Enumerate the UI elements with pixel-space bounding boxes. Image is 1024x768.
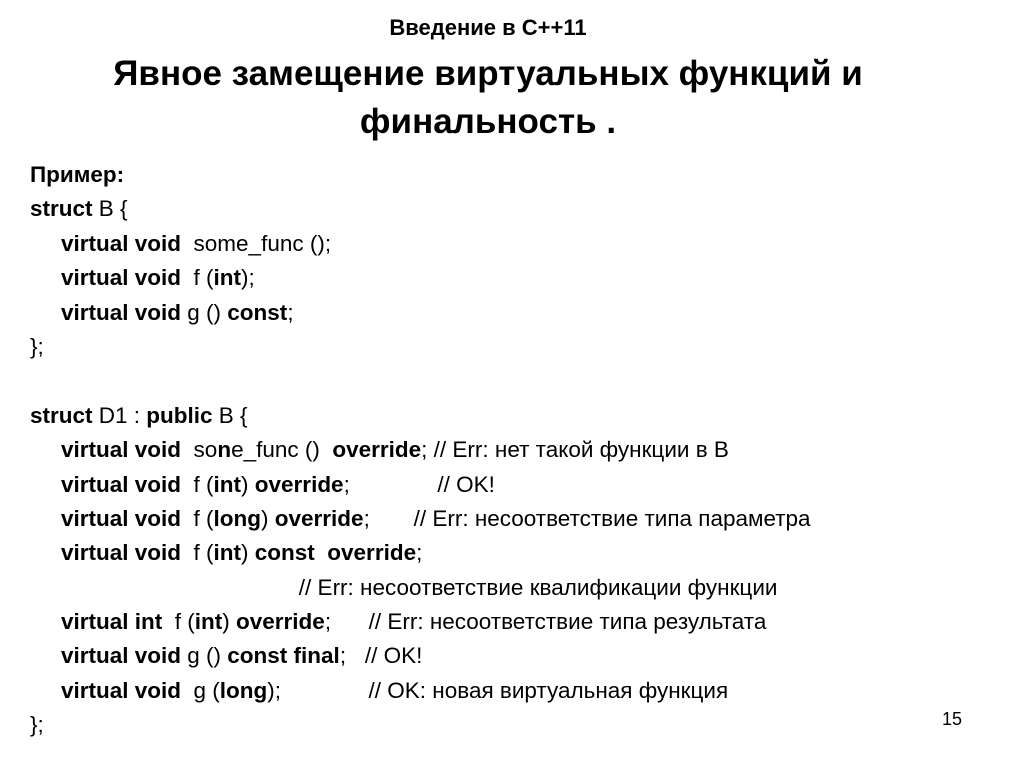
code-line bbox=[30, 158, 1020, 192]
code-text: ; // OK! bbox=[339, 643, 423, 669]
code-keyword: Пример: bbox=[30, 162, 125, 187]
code-keyword: virtual void bbox=[61, 299, 182, 325]
code-line bbox=[30, 433, 1020, 467]
code-line bbox=[30, 468, 1020, 502]
code-keyword: virtual int bbox=[61, 609, 163, 635]
code-keyword: n bbox=[217, 437, 232, 463]
code-line bbox=[30, 708, 1020, 742]
code-line bbox=[30, 192, 1020, 226]
code-text: B { bbox=[92, 196, 128, 222]
code-line bbox=[30, 330, 1020, 364]
code-text: ; bbox=[416, 540, 423, 566]
code-keyword: struct bbox=[30, 402, 93, 428]
code-keyword: int bbox=[213, 265, 242, 291]
code-text: g ( bbox=[181, 677, 220, 703]
code-keyword: virtual void bbox=[61, 540, 182, 566]
code-line bbox=[30, 674, 1020, 708]
code-keyword: struct bbox=[30, 196, 93, 222]
code-text: so bbox=[181, 437, 218, 463]
code-keyword: virtual void bbox=[61, 643, 182, 669]
code-keyword: virtual void bbox=[61, 505, 182, 531]
code-text: // Err: несоответствие квалификации функции bbox=[30, 574, 778, 600]
code-text: ) bbox=[241, 471, 255, 497]
page-number: 15 bbox=[941, 709, 962, 729]
code-text: ; // OK! bbox=[343, 471, 495, 497]
code-keyword: virtual void bbox=[61, 230, 182, 256]
code-keyword: const override bbox=[254, 540, 417, 566]
code-text: g () bbox=[181, 299, 228, 325]
code-keyword: virtual void bbox=[61, 471, 182, 497]
code-text: ) bbox=[222, 609, 237, 635]
code-keyword: override bbox=[332, 437, 422, 463]
code-text: ; bbox=[287, 299, 294, 325]
code-line bbox=[30, 227, 1020, 261]
code-text: ) bbox=[261, 505, 275, 531]
code-line bbox=[30, 502, 1020, 536]
code-line bbox=[30, 261, 1020, 295]
code-text: f ( bbox=[181, 505, 214, 531]
code-text: B { bbox=[212, 402, 248, 428]
code-text: ) bbox=[241, 540, 255, 566]
code-line bbox=[30, 571, 1020, 605]
code-line bbox=[30, 296, 1020, 330]
code-keyword: override bbox=[274, 505, 364, 531]
slide-subtitle: Введение в C++11 bbox=[389, 15, 587, 40]
code-text: g () bbox=[181, 643, 228, 669]
code-keyword: override bbox=[236, 609, 325, 635]
code-keyword: virtual void bbox=[61, 677, 182, 703]
code-keyword: long bbox=[213, 505, 262, 531]
code-keyword: long bbox=[219, 677, 268, 703]
code-keyword: public bbox=[146, 402, 213, 428]
code-text: f ( bbox=[181, 265, 214, 291]
code-text: ; // Err: несоответствие типа параметра bbox=[363, 505, 811, 531]
code-text: f ( bbox=[162, 609, 195, 635]
code-keyword: virtual void bbox=[61, 437, 182, 463]
slide-title-line-1: Явное замещение виртуальных функций и bbox=[113, 54, 863, 93]
code-line bbox=[30, 364, 1020, 398]
code-keyword: override bbox=[254, 471, 344, 497]
code-line bbox=[30, 605, 1020, 639]
code-text: f ( bbox=[181, 471, 214, 497]
code-text: }; bbox=[30, 712, 44, 738]
code-keyword: const bbox=[227, 299, 288, 325]
code-line bbox=[30, 536, 1020, 570]
code-text: ; // Err: нет такой функции в B bbox=[421, 437, 729, 463]
code-keyword: const final bbox=[227, 643, 340, 669]
code-line bbox=[30, 399, 1020, 433]
slide-title bbox=[0, 50, 976, 146]
code-text: ; // Err: несоответствие типа результата bbox=[324, 609, 767, 635]
code-keyword: int bbox=[213, 540, 242, 566]
code-line bbox=[30, 639, 1020, 673]
code-keyword: virtual void bbox=[61, 265, 182, 291]
code-text: D1 : bbox=[92, 402, 147, 428]
code-text: ); bbox=[241, 265, 255, 291]
slide-title-line-2: финальность . bbox=[359, 102, 617, 141]
code-text: e_func () bbox=[231, 437, 333, 463]
code-example bbox=[30, 158, 1020, 743]
code-keyword: int bbox=[194, 609, 223, 635]
code-text: f ( bbox=[181, 540, 214, 566]
code-keyword: int bbox=[213, 471, 242, 497]
code-text: ); // OK: новая виртуальная функция bbox=[267, 677, 729, 703]
code-text: }; bbox=[30, 333, 44, 359]
code-text: some_func (); bbox=[181, 230, 332, 256]
